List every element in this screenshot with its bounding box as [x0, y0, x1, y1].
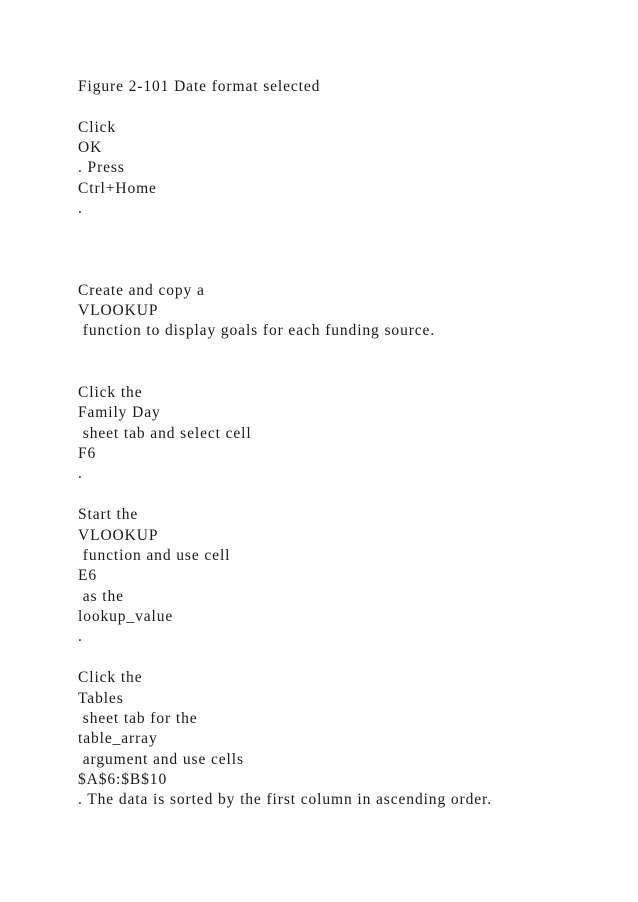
- text-line: as the: [78, 588, 124, 605]
- text-line: . The data is sorted by the first column in ascending order.: [78, 791, 493, 808]
- text-line: Create and copy a: [78, 282, 205, 299]
- figure-caption: Figure 2-101 Date format selected: [78, 78, 321, 95]
- text-line: $A$6:$B$10: [78, 771, 168, 788]
- text-line: table_array: [78, 730, 158, 747]
- text-line: argument and use cells: [78, 751, 244, 768]
- text-line: Family Day: [78, 404, 161, 421]
- text-line: Ctrl+Home: [78, 180, 157, 197]
- text-line: function to display goals for each funding source.: [78, 322, 436, 339]
- text-line: .: [78, 200, 83, 217]
- text-line: VLOOKUP: [78, 527, 159, 544]
- text-line: sheet tab for the: [78, 710, 198, 727]
- text-line: function and use cell: [78, 547, 231, 564]
- text-line: Click the: [78, 384, 143, 401]
- text-line: OK: [78, 139, 103, 156]
- text-line: .: [78, 465, 83, 482]
- text-line: F6: [78, 445, 97, 462]
- text-line: . Press: [78, 159, 125, 176]
- text-line: Click the: [78, 669, 143, 686]
- text-line: sheet tab and select cell: [78, 425, 252, 442]
- text-line: Tables: [78, 690, 124, 707]
- text-line: .: [78, 628, 83, 645]
- text-line: Click: [78, 119, 117, 136]
- text-line: VLOOKUP: [78, 302, 159, 319]
- text-line: lookup_value: [78, 608, 174, 625]
- text-line: E6: [78, 567, 98, 584]
- text-line: Start the: [78, 506, 139, 523]
